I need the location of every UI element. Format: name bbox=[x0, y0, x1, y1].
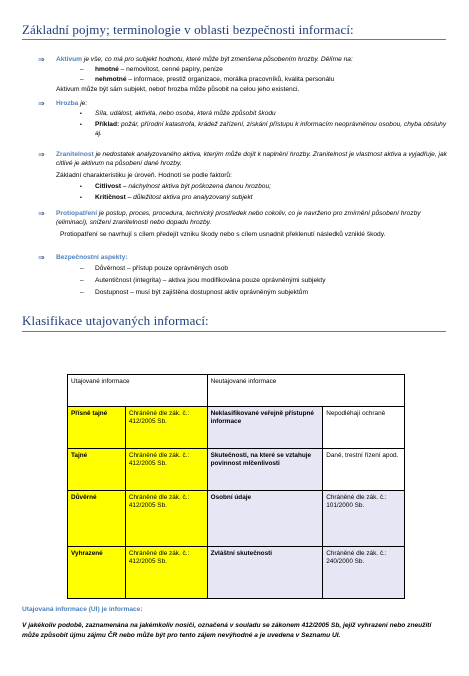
level-cell: Tajné bbox=[68, 449, 126, 491]
level-cell: Přísně tajné bbox=[68, 407, 126, 449]
aktivum-note: Aktivum může být sám subjekt, neboť hrozba může působit na celou jeho existenci. bbox=[56, 86, 300, 93]
protection-cell: Chráněné dle zák. č.: 101/2000 Sb. bbox=[323, 491, 405, 547]
square-bullet-icon: ▪ bbox=[80, 184, 82, 190]
term-aktivum: Aktivum bbox=[56, 56, 83, 63]
aktivum-text: je vše, co má pro subjekt hodnotu, které může být zmenšena působením hrozby. Dělíme na: bbox=[82, 56, 353, 63]
neutajovane-cell: Neklasifikované veřejně přístupné informace bbox=[207, 407, 323, 449]
aktivum-definition bbox=[56, 56, 448, 65]
hrozba-item: Síla, událost, aktivita, nebo osoba, která může způsobit škodu bbox=[95, 110, 276, 117]
square-bullet-icon: ▪ bbox=[80, 195, 82, 201]
table-row bbox=[68, 491, 405, 547]
table-row bbox=[68, 407, 405, 449]
protiopatreni-note: Protiopatření se navrhují s cílem předejít vzniku škody nebo s cílem usnadnit překlenutí následků vzniklé škody. bbox=[60, 231, 386, 238]
dash-icon: – bbox=[80, 277, 84, 284]
aspect-item: Důvěrnost – přístup pouze oprávněných osob bbox=[95, 265, 229, 272]
square-bullet-icon: ▪ bbox=[80, 111, 82, 117]
ui-definition-paragraph: V jakékoliv podobě, zaznamenána na jakémkoliv nosiči, označená v souladu se zákonem 412/2005 Sb, jejíž vyhrazení nebo zneužití může způsobit újmu zájmu ČR nebo může být pro tento zájem nevýhodné a je uvedena v Seznamu UI. bbox=[22, 622, 432, 639]
level-cell: Vyhrazené bbox=[68, 547, 126, 599]
heading-rule bbox=[22, 39, 446, 40]
dash-icon: – bbox=[80, 76, 84, 83]
table-row bbox=[68, 547, 405, 599]
ui-definition-title: Utajovaná informace (UI) je informace: bbox=[22, 606, 143, 613]
neutajovane-cell: Osobní údaje bbox=[207, 491, 323, 547]
heading-rule bbox=[22, 331, 446, 332]
header-neutajovane: Neutajované informace bbox=[207, 375, 404, 407]
table-header-row bbox=[68, 375, 405, 407]
protection-cell: Daně, trestní řízení apod. bbox=[323, 449, 405, 491]
term-aspekty: Bezpečnostní aspekty: bbox=[56, 254, 128, 261]
aspect-item: Dostupnost – musí být zajištěna dostupnost aktiv oprávněným subjektům bbox=[95, 289, 308, 296]
law-cell: Chráněné dle zák. č.: 412/2005 Sb. bbox=[125, 547, 207, 599]
protiopatreni-definition: Protiopatření je postup, proces, procedura, technický prostředek nebo cokoliv, co je navrženo pro zmírnění působení hrozby (eliminaci), snížení zranitelnosti nebo dopadu hrozby. bbox=[56, 210, 421, 226]
protection-cell: Chráněné dle zák. č.: 240/2000 Sb. bbox=[323, 547, 405, 599]
double-arrow-icon: ⇒ bbox=[38, 150, 45, 159]
aktivum-item: hmotné – nemovitost, cenné papíry, peníze bbox=[95, 66, 223, 73]
hrozba-example: Příklad: požár, přírodní katastrofa, krádež zařízení, získání přístupu k informacím neoprávněnou osobou, chyba obsluhy aj. bbox=[95, 121, 447, 137]
table-row bbox=[68, 449, 405, 491]
neutajovane-cell: Zvláštní skutečnosti bbox=[207, 547, 323, 599]
aspect-item: Autentičnost (integrita) – aktiva jsou modifikována pouze oprávněnými subjekty bbox=[95, 277, 326, 284]
double-arrow-icon: ⇒ bbox=[38, 209, 45, 218]
section-heading-classification: Klasifikace utajovaných informací: bbox=[22, 313, 209, 328]
zranitelnost-item: Citlivost – náchylnost aktiva být poškozena danou hrozbou; bbox=[95, 183, 271, 190]
term-hrozba: Hrozba bbox=[56, 100, 79, 107]
hrozba-definition: Hrozba je: bbox=[56, 100, 88, 107]
classification-table bbox=[67, 374, 405, 599]
aktivum-item: nehmotné – informace, prestiž organizace, morálka pracovníků, kvalita personálu bbox=[95, 76, 335, 83]
law-cell: Chráněné dle zák. č.: 412/2005 Sb. bbox=[125, 491, 207, 547]
dash-icon: – bbox=[80, 265, 84, 272]
level-cell: Důvěrné bbox=[68, 491, 126, 547]
section-heading-terminology: Základní pojmy; terminologie v oblasti bezpečnosti informací: bbox=[22, 22, 354, 37]
zranitelnost-item: Kritičnost – důležitost aktiva pro analyzovaný subjekt bbox=[95, 194, 253, 201]
dash-icon: – bbox=[80, 66, 84, 73]
term-zranitelnost: Zranitelnost bbox=[56, 151, 94, 158]
zranitelnost-definition: Zranitelnost je nedostatek analyzovaného aktiva, kterým může dojít k naplnění hrozby. Zranitelnost je vlastnost aktiva a vyjadřuje, jak citlivé je aktivum na působení dané hrozby. bbox=[56, 151, 447, 167]
law-cell: Chráněné dle zák. č.: 412/2005 Sb. bbox=[125, 449, 207, 491]
term-protiopatreni: Protiopatření bbox=[56, 210, 98, 217]
zranitelnost-subline: Základní charakteristiku je úroveň. Hodnotí se podle faktorů: bbox=[56, 172, 232, 179]
law-cell: Chráněné dle zák. č.: 412/2005 Sb. bbox=[125, 407, 207, 449]
header-utajovane: Utajované informace bbox=[68, 375, 208, 407]
neutajovane-cell: Skutečnosti, na které se vztahuje povinnost mlčenlivosti bbox=[207, 449, 323, 491]
double-arrow-icon: ⇒ bbox=[38, 55, 45, 64]
protection-cell: Nepodléhají ochraně bbox=[323, 407, 405, 449]
double-arrow-icon: ⇒ bbox=[38, 99, 45, 108]
dash-icon: – bbox=[80, 289, 84, 296]
double-arrow-icon: ⇒ bbox=[38, 253, 45, 262]
square-bullet-icon: ▪ bbox=[80, 122, 82, 128]
